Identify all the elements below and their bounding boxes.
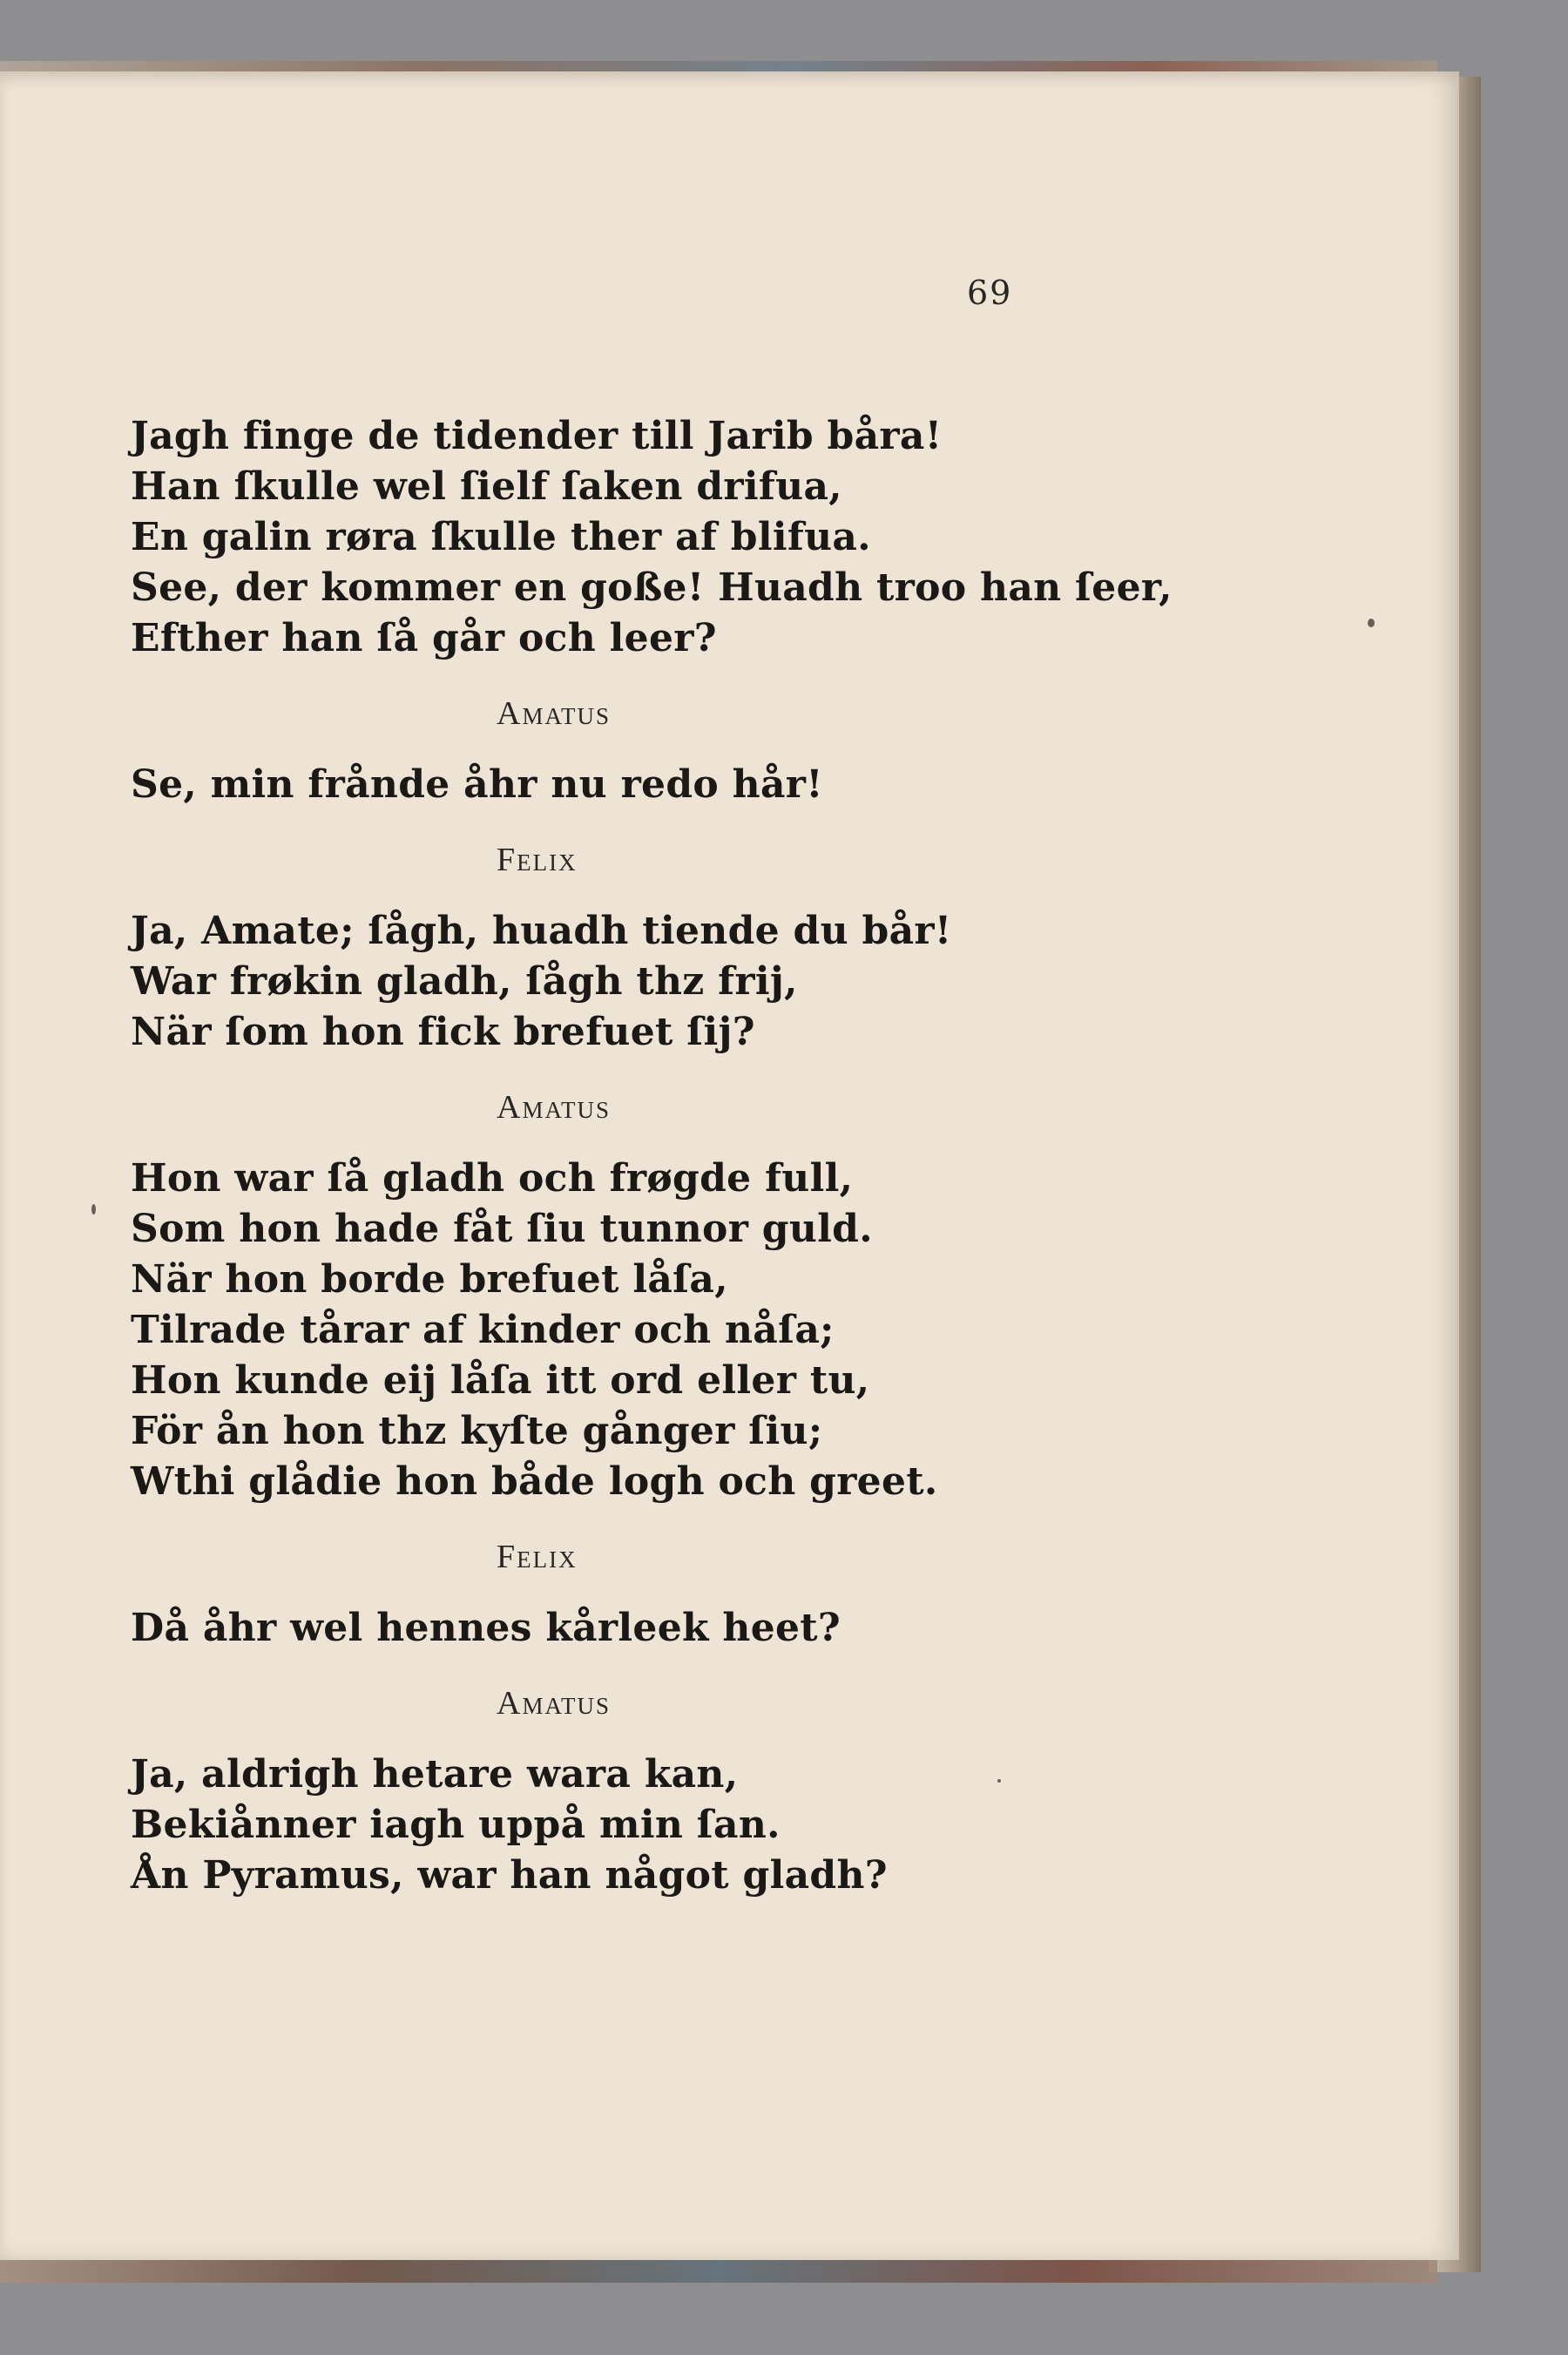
paper-speck (91, 1204, 96, 1215)
verse-line: Ja, aldrigh hetare wara kan, (131, 1752, 739, 1797)
verse-line: Tilrade tårar af kinder och nåſa; (131, 1308, 835, 1352)
page-number: 69 (967, 274, 1013, 312)
speech (131, 1749, 1037, 1901)
opening-stanza (131, 411, 1173, 664)
verse-line: Wthi glådie hon både logh och greet. (131, 1459, 938, 1504)
verse-line: Se, min frånde åhr nu redo hår! (131, 762, 823, 807)
verse-line: Ja, Amate; ſågh, huadh tiende du bår! (131, 909, 952, 953)
verse-line: Bekiånner iagh uppå min ſan. (131, 1803, 781, 1847)
book-page (0, 71, 1459, 2260)
verse-line: Jagh finge de tidender till Jarib båra! (131, 414, 943, 458)
verse-line: En galin røra ſkulle ther af blifua. (131, 515, 871, 559)
verse-line: Som hon hade fåt ſiu tunnor guld. (131, 1207, 873, 1251)
speech (131, 1603, 1037, 1654)
speech (131, 760, 1037, 810)
speaker-name: Amatus (497, 1089, 611, 1126)
verse-line: När ſom hon fick brefuet ſij? (131, 1010, 755, 1054)
verse-line: Ån Pyramus, war han något gladh? (131, 1853, 888, 1898)
speaker-name: Felix (497, 842, 578, 878)
verse-line: Då åhr wel hennes kårleek heet? (131, 1606, 841, 1650)
speech (131, 906, 1037, 1058)
verse-line: Hon war ſå gladh och frøgde full, (131, 1156, 854, 1201)
verse-line: När hon borde brefuet låſa, (131, 1257, 728, 1302)
speaker-name: Amatus (497, 695, 611, 732)
speech (131, 1154, 1037, 1507)
verse-line: See, der kommer en goße! Huadh troo han ſeer, (131, 565, 1173, 610)
verse-line: Han ſkulle wel ſielf ſaken drifua, (131, 464, 842, 509)
verse-line: Hon kunde eij låſa itt ord eller tu, (131, 1358, 870, 1403)
verse-line: War frøkin gladh, ſågh thz frij, (131, 959, 798, 1004)
paper-speck (1368, 619, 1375, 627)
verse-line: För ån hon thz kyſte gånger ſiu; (131, 1409, 823, 1453)
speaker-name: Amatus (497, 1685, 611, 1722)
speaker-name: Felix (497, 1539, 578, 1575)
verse-line: Efther han ſå går och leer? (131, 616, 717, 660)
paper-speck (997, 1779, 1001, 1783)
verse-text (131, 411, 1173, 1901)
